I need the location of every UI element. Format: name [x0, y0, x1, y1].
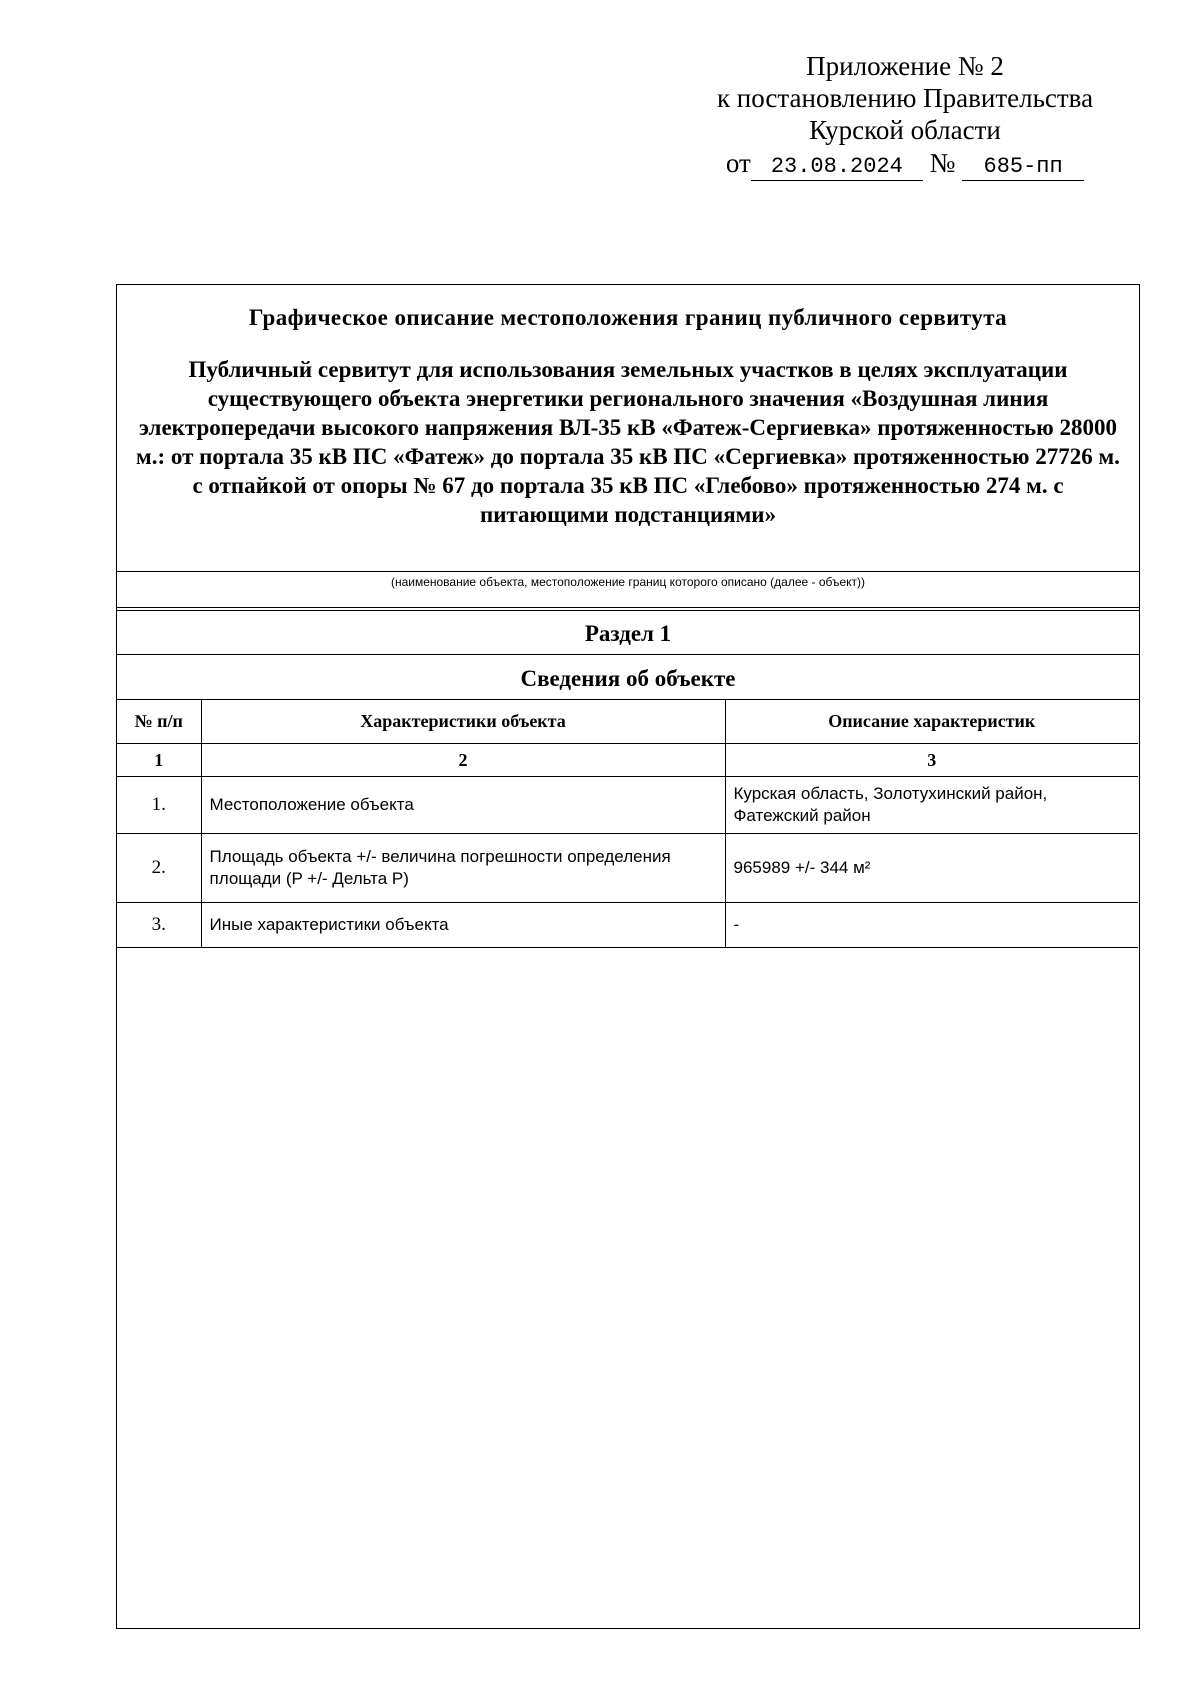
- column-header-number: № п/п: [117, 700, 201, 744]
- appendix-reference: к постановлению Правительства: [716, 83, 1094, 113]
- section-heading: Раздел 1: [584, 621, 672, 646]
- column-header-description: Описание характеристик: [725, 700, 1138, 744]
- date-prefix: от: [725, 148, 751, 178]
- row-characteristic: Площадь объекта +/- величина погрешности определения площади (P +/- Дельта P): [201, 834, 725, 903]
- divider: [117, 607, 1139, 608]
- document-frame: [116, 284, 1140, 1629]
- row-index: 2.: [117, 834, 201, 903]
- object-caption: (наименование объекта, местоположение границ которого описано (далее - объект)): [390, 575, 866, 589]
- row-description: 965989 +/- 344 м²: [725, 834, 1138, 903]
- appendix-header: [690, 50, 1120, 181]
- row-description: Курская область, Золотухинский район, Фатежский район: [725, 777, 1138, 834]
- divider: [117, 610, 1139, 611]
- row-index: 3.: [117, 903, 201, 948]
- column-number: 2: [201, 744, 725, 777]
- object-name: Публичный сервитут для использования земельных участков в целях эксплуатации существующего объекта энергетики регионального значения «Воздушная линия электропередачи высокого напряжения ВЛ-35 кВ «Фатеж-Сергиевка» протяженностью 28000 м.: от портала 35 кВ ПС «Фатеж» до портала 35 кВ ПС «Сергиевка» протяженностью 27726 м. с отпайкой от опоры № 67 до портала 35 кВ ПС «Глебово» протяженностью 274 м. с питающими подстанциями»: [136, 357, 1120, 527]
- divider: [117, 571, 1139, 572]
- number-prefix: №: [929, 148, 956, 178]
- section-title: Сведения об объекте: [520, 666, 736, 691]
- column-header-characteristic: Характеристики объекта: [201, 700, 725, 744]
- table-header-row: [117, 700, 1138, 744]
- object-info-table: [117, 700, 1138, 948]
- column-number-row: [117, 744, 1138, 777]
- resolution-line: [690, 147, 1120, 181]
- column-number: 1: [117, 744, 201, 777]
- appendix-region: Курской области: [809, 115, 1001, 145]
- table-row: [117, 777, 1138, 834]
- row-description: -: [725, 903, 1138, 948]
- table-row: [117, 834, 1138, 903]
- table-row: [117, 903, 1138, 948]
- row-index: 1.: [117, 777, 201, 834]
- resolution-number: 685-пп: [962, 154, 1084, 181]
- divider: [117, 654, 1139, 655]
- column-number: 3: [725, 744, 1138, 777]
- document-title: Графическое описание местоположения границ публичного сервитута: [248, 305, 1008, 330]
- row-characteristic: Местоположение объекта: [201, 777, 725, 834]
- resolution-date: 23.08.2024: [751, 154, 923, 181]
- row-characteristic: Иные характеристики объекта: [201, 903, 725, 948]
- appendix-number: Приложение № 2: [806, 51, 1004, 81]
